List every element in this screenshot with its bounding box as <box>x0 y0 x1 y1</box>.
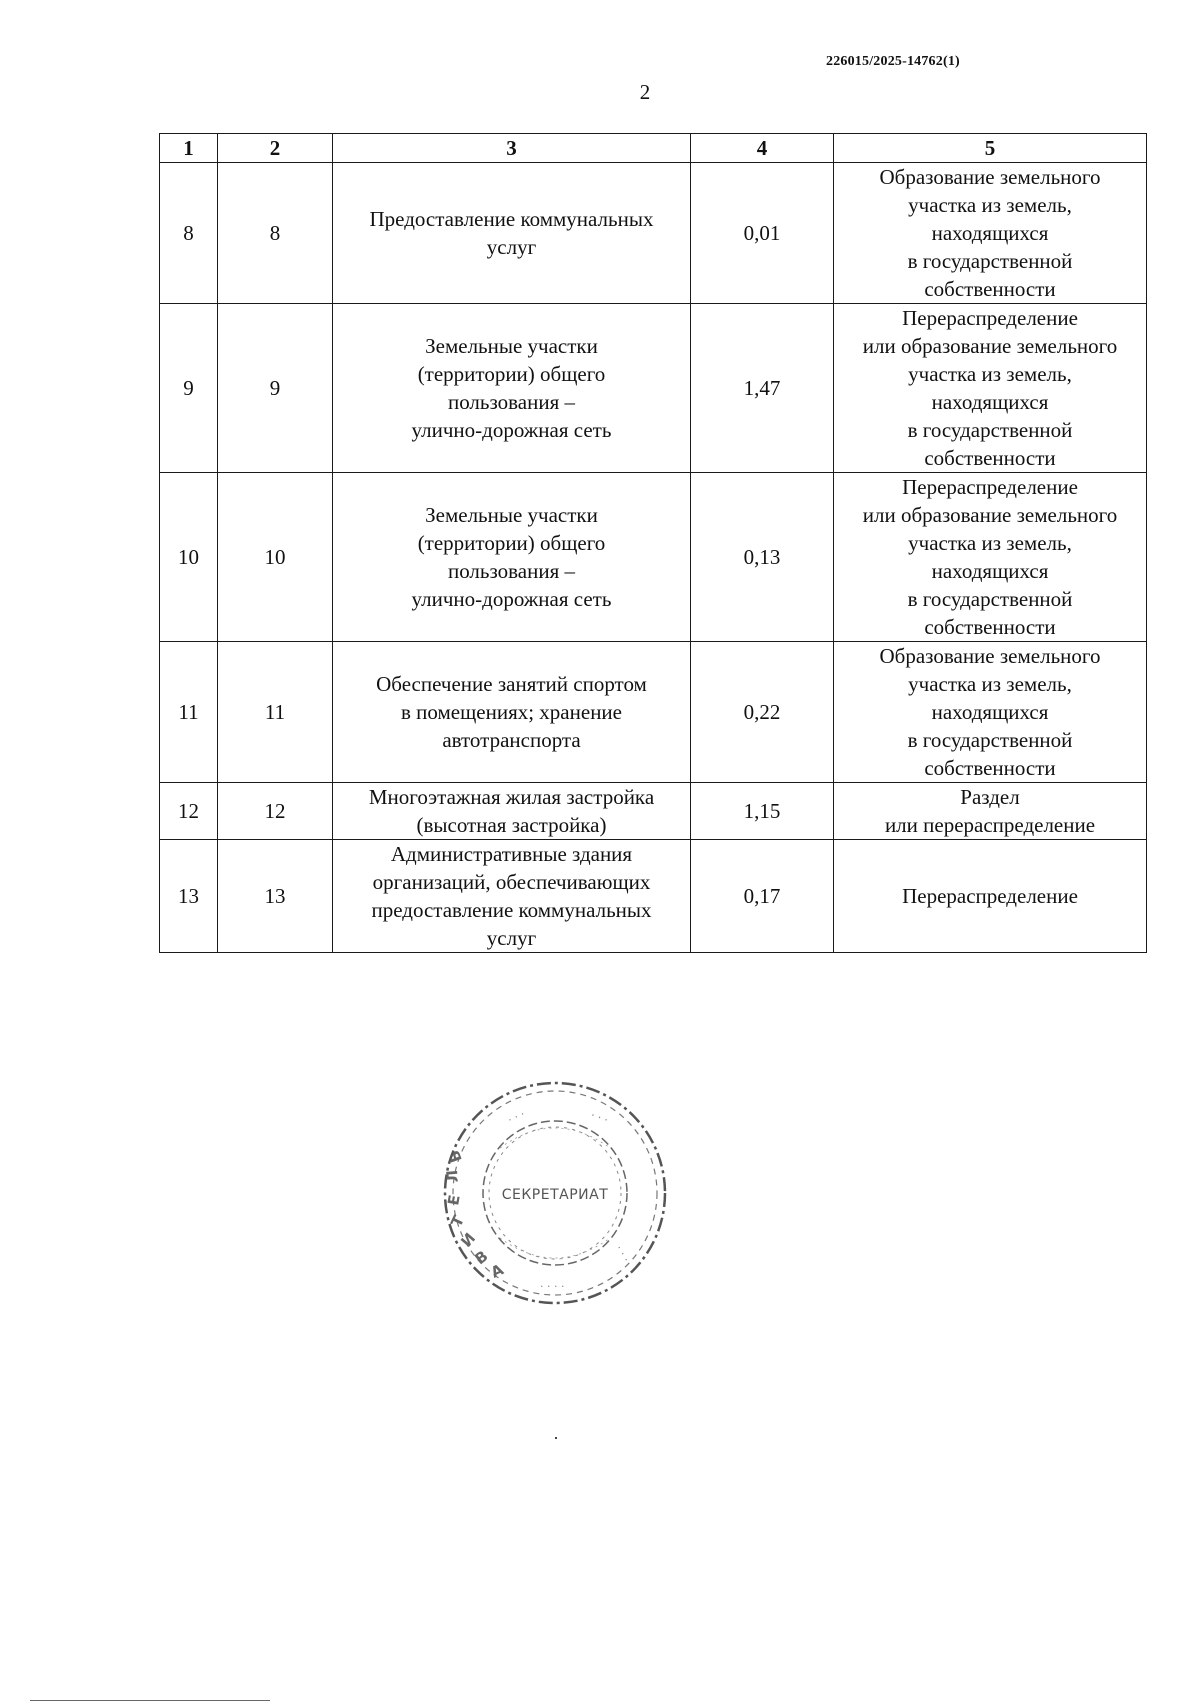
table-row <box>160 642 1147 783</box>
permitted-use: Многоэтажная жилая застройка (высотная застройка) <box>333 783 691 840</box>
svg-text:· · · ·: · · · · <box>540 1280 565 1293</box>
plot-number: 9 <box>218 304 333 473</box>
svg-text:Т: Т <box>447 1212 468 1230</box>
permitted-use: Административные здания организаций, обеспечивающих предоставление коммунальных услуг <box>333 840 691 953</box>
table-row <box>160 473 1147 642</box>
column-header: 1 <box>160 134 218 163</box>
area-value: 1,15 <box>691 783 834 840</box>
plot-number: 10 <box>218 473 333 642</box>
formation-method: Перераспределение или образование земельного участка из земель, находящихся в государственной собственности <box>834 304 1147 473</box>
table-row <box>160 840 1147 953</box>
formation-method: Перераспределение <box>834 840 1147 953</box>
official-seal-icon <box>440 1078 670 1308</box>
svg-text:Е: Е <box>444 1193 464 1207</box>
svg-text:Л: Л <box>442 1169 462 1184</box>
area-value: 0,13 <box>691 473 834 642</box>
svg-text:Ь: Ь <box>444 1147 466 1165</box>
row-number: 12 <box>160 783 218 840</box>
column-header: 5 <box>834 134 1147 163</box>
row-number: 13 <box>160 840 218 953</box>
column-header: 2 <box>218 134 333 163</box>
svg-text:А: А <box>488 1260 507 1282</box>
area-value: 0,22 <box>691 642 834 783</box>
table-row <box>160 163 1147 304</box>
area-value: 0,17 <box>691 840 834 953</box>
plot-number: 8 <box>218 163 333 304</box>
plot-number: 12 <box>218 783 333 840</box>
formation-method: Образование земельного участка из земель, находящихся в государственной собственности <box>834 642 1147 783</box>
permitted-use: Земельные участки (территории) общего пользования – улично-дорожная сеть <box>333 304 691 473</box>
seal-graphic <box>440 1078 670 1308</box>
formation-method: Раздел или перераспределение <box>834 783 1147 840</box>
permitted-use: Обеспечение занятий спортом в помещениях; хранение автотранспорта <box>333 642 691 783</box>
area-value: 1,47 <box>691 304 834 473</box>
row-number: 9 <box>160 304 218 473</box>
footer-rule <box>30 1700 270 1701</box>
table-row <box>160 783 1147 840</box>
column-header: 4 <box>691 134 834 163</box>
plot-number: 11 <box>218 642 333 783</box>
permitted-use: Земельные участки (территории) общего пользования – улично-дорожная сеть <box>333 473 691 642</box>
page-number: 2 <box>639 80 651 104</box>
row-number: 11 <box>160 642 218 783</box>
svg-text:· · ·: · · · <box>505 1107 528 1127</box>
permitted-use: Предоставление коммунальных услуг <box>333 163 691 304</box>
seal-center-text: СЕКРЕТАРИАТ <box>501 1187 609 1203</box>
page-speck <box>555 1437 557 1439</box>
table-row <box>160 304 1147 473</box>
land-plots-table <box>159 133 1147 953</box>
document-id: 226015/2025-14762(1) <box>826 54 960 69</box>
svg-text:И: И <box>457 1229 480 1251</box>
svg-text:· · ·: · · · <box>612 1243 633 1265</box>
table-header-row <box>160 134 1147 163</box>
formation-method: Перераспределение или образование земельного участка из земель, находящихся в государственной собственности <box>834 473 1147 642</box>
formation-method: Образование земельного участка из земель, находящихся в государственной собственности <box>834 163 1147 304</box>
svg-text:· · ·: · · · <box>588 1108 610 1127</box>
svg-text:В: В <box>471 1246 492 1269</box>
row-number: 10 <box>160 473 218 642</box>
row-number: 8 <box>160 163 218 304</box>
plot-number: 13 <box>218 840 333 953</box>
area-value: 0,01 <box>691 163 834 304</box>
column-header: 3 <box>333 134 691 163</box>
